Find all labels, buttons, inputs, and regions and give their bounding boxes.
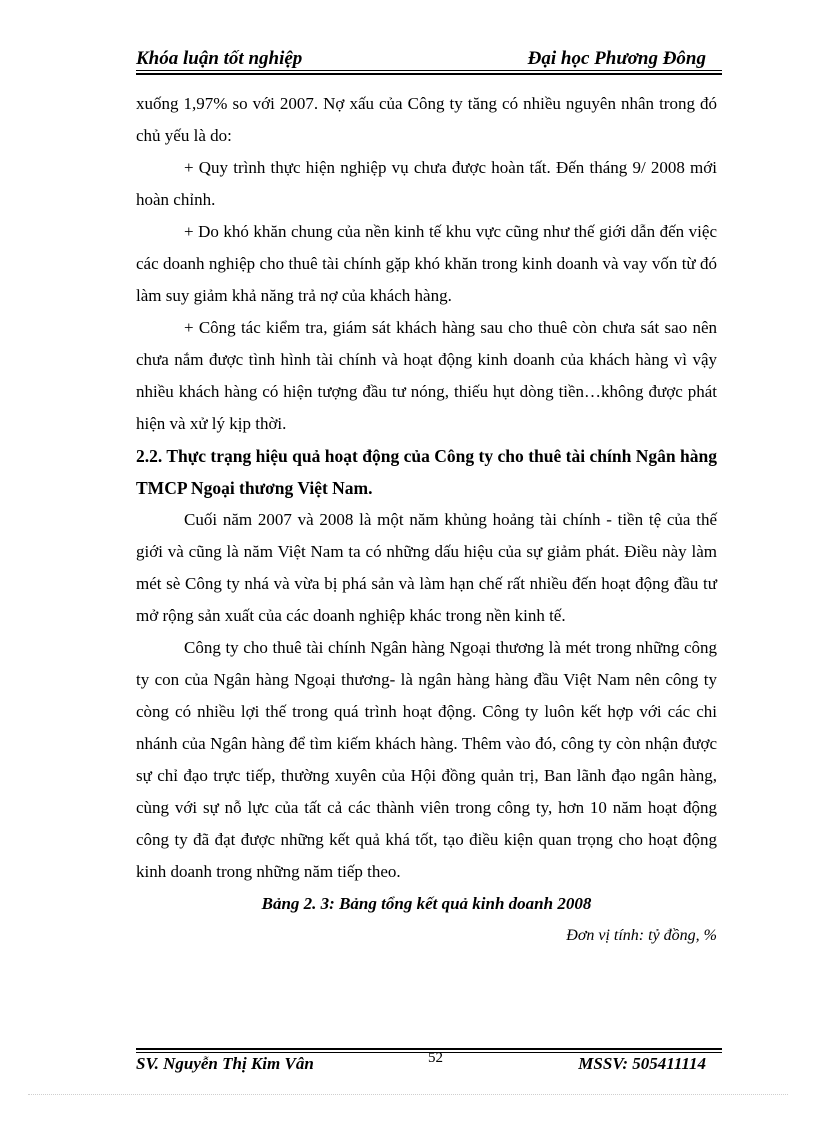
section-heading: 2.2. Thực trạng hiệu quả hoạt động của Công ty cho thuê tài chính Ngân hàng TMCP Ngoại thương Việt Nam. (136, 446, 717, 498)
unit-note: Đơn vị tính: tỷ đồng, % (566, 927, 717, 944)
body-text (136, 88, 717, 952)
header-thesis-title: Khóa luận tốt nghiệp (136, 48, 303, 69)
page-footer (136, 1050, 722, 1078)
header-rule-top (136, 70, 722, 71)
paragraph-company-overview: Công ty cho thuê tài chính Ngân hàng Ngoại thương là mét trong những công ty con của Ngân hàng Ngoại thương- là ngân hàng hàng đầu Việt Nam nên công ty còng có nhiều lợi thế trong quá trình hoạt động. Công ty luôn kết hợp với các chi nhánh của Ngân hàng để tìm kiếm khách hàng. Thêm vào đó, công ty còn nhận được sự chỉ đạo trực tiếp, thường xuyên của Hội đồng quản trị, Ban lãnh đạo ngân hàng, cùng với sự nỗ lực của tất cả các thành viên trong công ty, hơn 10 năm hoạt động công ty đã đạt được những kết quả khá tốt, tạo điều kiện quan trọng cho hoạt động kinh doanh trong những năm tiếp theo. (136, 638, 717, 881)
paragraph-reason-process: + Quy trình thực hiện nghiệp vụ chưa được hoàn tất. Đến tháng 9/ 2008 mới hoàn chỉnh. (136, 158, 717, 209)
page-bottom-dotted-border (28, 1094, 788, 1095)
page-number: 52 (428, 1050, 443, 1066)
paragraph-reason-monitoring: + Công tác kiểm tra, giám sát khách hàng sau cho thuê còn chưa sát sao nên chưa nắm được tình hình tài chính và hoạt động kinh doanh của khách hàng vì vậy nhiều khách hàng có hiện tượng đầu tư nóng, thiếu hụt dòng tiền…không được phát hiện và xử lý kịp thời. (136, 318, 717, 433)
paragraph-reason-economy: + Do khó khăn chung của nền kinh tế khu vực cũng như thế giới dẫn đến việc các doanh nghiệp cho thuê tài chính gặp khó khăn trong kinh doanh và vay vốn từ đó làm suy giảm khả năng trả nợ của khách hàng. (136, 222, 717, 305)
paragraph-bad-debt-intro: xuống 1,97% so với 2007. Nợ xấu của Công ty tăng có nhiều nguyên nhân trong đó chủ yếu là do: (136, 94, 717, 145)
table-caption: Bảng 2. 3: Bảng tổng kết quả kinh doanh 2008 (261, 894, 592, 913)
header-rule-bottom (136, 73, 722, 75)
page-header (136, 48, 722, 72)
paragraph-crisis: Cuối năm 2007 và 2008 là một năm khủng hoảng tài chính - tiền tệ của thế giới và cũng là năm Việt Nam ta có những dấu hiệu của sự giảm phát. Điều này làm mét sè Công ty nhá và vừa bị phá sản và làm hạn chế rất nhiều đến hoạt động đầu tư mở rộng sản xuất của các doanh nghiệp khác trong nền kinh tế. (136, 510, 717, 625)
footer-student-id: MSSV: 505411114 (578, 1054, 706, 1073)
footer-student-name: SV. Nguyễn Thị Kim Vân (136, 1054, 314, 1073)
header-university-name: Đại học Phương Đông (527, 48, 706, 69)
